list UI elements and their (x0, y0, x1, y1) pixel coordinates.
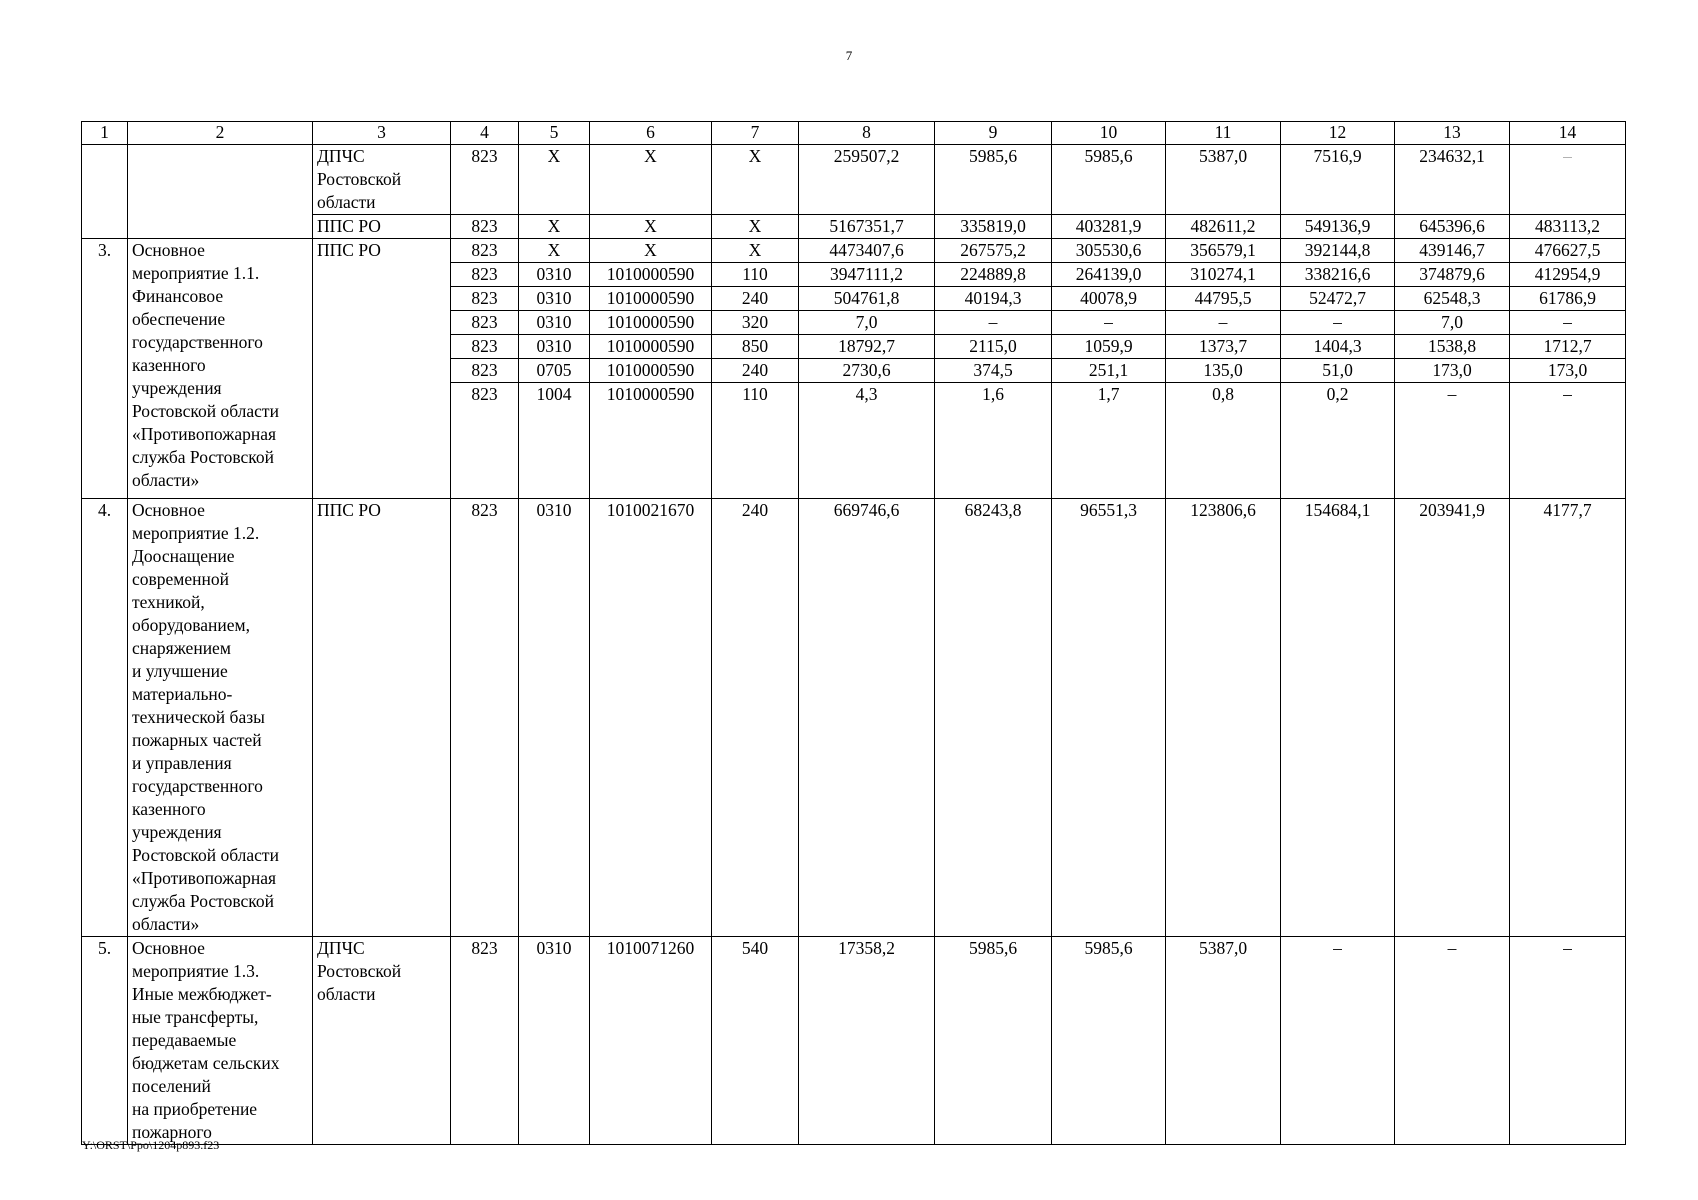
table-cell: 356579,1 (1166, 239, 1281, 263)
table-cell: Х (712, 145, 799, 215)
table-cell: 1538,8 (1395, 335, 1510, 359)
table-cell: 264139,0 (1052, 263, 1166, 287)
table-cell: – (1510, 937, 1626, 1145)
table-cell: 2730,6 (799, 359, 935, 383)
table-cell: 224889,8 (935, 263, 1052, 287)
table-cell: 0705 (519, 359, 590, 383)
table-cell: 52472,7 (1281, 287, 1395, 311)
table-cell: Х (590, 145, 712, 215)
table-cell: 259507,2 (799, 145, 935, 215)
table-cell: 549136,9 (1281, 215, 1395, 239)
table-row (82, 937, 1626, 1145)
table-cell: 123806,6 (1166, 499, 1281, 937)
table-cell: 234632,1 (1395, 145, 1510, 215)
table-cell: 110 (712, 263, 799, 287)
table-cell: – (1510, 145, 1626, 215)
table-cell: 96551,3 (1052, 499, 1166, 937)
table-row (82, 215, 1626, 239)
column-header: 7 (712, 122, 799, 145)
table-cell: Х (519, 239, 590, 263)
table-cell: 483113,2 (1510, 215, 1626, 239)
table-cell: Х (590, 215, 712, 239)
row-number-cell: 4. (82, 499, 128, 937)
table-cell: 540 (712, 937, 799, 1145)
table-cell: 823 (451, 311, 519, 335)
activity-name-cell: Основное мероприятие 1.3. Иные межбюджет- ные трансферты, передаваемые бюджетам сельских поселений на приобретение пожарного (128, 937, 313, 1145)
table-cell: 2115,0 (935, 335, 1052, 359)
executor-cell: ППС РО (313, 215, 451, 239)
column-header: 5 (519, 122, 590, 145)
table-cell: 0310 (519, 263, 590, 287)
column-header: 2 (128, 122, 313, 145)
table-cell: 335819,0 (935, 215, 1052, 239)
table-cell: 850 (712, 335, 799, 359)
table-cell: 1010021670 (590, 499, 712, 937)
table-row (82, 499, 1626, 937)
table-cell: 0,2 (1281, 383, 1395, 499)
table-cell: 135,0 (1166, 359, 1281, 383)
column-header: 9 (935, 122, 1052, 145)
table-cell: 267575,2 (935, 239, 1052, 263)
table-cell: 1404,3 (1281, 335, 1395, 359)
table-cell: – (1052, 311, 1166, 335)
table-cell: 7,0 (799, 311, 935, 335)
executor-cell: ППС РО (313, 239, 451, 499)
table-cell: 3947111,2 (799, 263, 935, 287)
activity-name-cell (128, 145, 313, 239)
table-cell: – (1395, 383, 1510, 499)
table-cell: Х (519, 215, 590, 239)
table-cell: 374879,6 (1395, 263, 1510, 287)
column-header: 8 (799, 122, 935, 145)
row-number-cell: 5. (82, 937, 128, 1145)
table-cell: 4177,7 (1510, 499, 1626, 937)
table-cell: 68243,8 (935, 499, 1052, 937)
column-header: 13 (1395, 122, 1510, 145)
row-number-cell (82, 145, 128, 239)
column-header: 12 (1281, 122, 1395, 145)
table-cell: 338216,6 (1281, 263, 1395, 287)
table-cell: 7,0 (1395, 311, 1510, 335)
table-cell: 240 (712, 499, 799, 937)
table-cell: 645396,6 (1395, 215, 1510, 239)
table-cell: – (1510, 383, 1626, 499)
table-cell: 1010000590 (590, 311, 712, 335)
table-cell: 823 (451, 359, 519, 383)
column-header: 10 (1052, 122, 1166, 145)
table-cell: 823 (451, 239, 519, 263)
table-cell: 5985,6 (1052, 937, 1166, 1145)
table-cell: 823 (451, 937, 519, 1145)
table-cell: 40078,9 (1052, 287, 1166, 311)
table-cell: 44795,5 (1166, 287, 1281, 311)
executor-cell: ДПЧС Ростовской области (313, 145, 451, 215)
table-cell: 7516,9 (1281, 145, 1395, 215)
table-cell: 504761,8 (799, 287, 935, 311)
activity-name-cell: Основное мероприятие 1.2. Дооснащение современной техникой, оборудованием, снаряжением и улучшение материально- технической базы пожарных частей и управления государственного казенного учреждения Ростовской области «Противопожарная служба Ростовской области» (128, 499, 313, 937)
table-cell: 5167351,7 (799, 215, 935, 239)
table-cell: 392144,8 (1281, 239, 1395, 263)
table-cell: 61786,9 (1510, 287, 1626, 311)
table-cell: 823 (451, 499, 519, 937)
table-cell: 5985,6 (935, 937, 1052, 1145)
column-header: 6 (590, 122, 712, 145)
activity-name-cell: Основное мероприятие 1.1. Финансовое обеспечение государственного казенного учреждения Ростовской области «Противопожарная служба Ростовской области» (128, 239, 313, 499)
table-cell: – (1395, 937, 1510, 1145)
table-cell: 110 (712, 383, 799, 499)
footer-file-path: Y:\ORST\Ppo\1204p893.f23 (82, 1138, 220, 1152)
table-cell: 1712,7 (1510, 335, 1626, 359)
table-cell: 669746,6 (799, 499, 935, 937)
table-cell: 1004 (519, 383, 590, 499)
table-cell: 823 (451, 335, 519, 359)
table-cell: 5985,6 (1052, 145, 1166, 215)
table-cell: 5985,6 (935, 145, 1052, 215)
page-number: 7 (845, 48, 853, 63)
table-cell: 173,0 (1395, 359, 1510, 383)
executor-cell: ДПЧС Ростовской области (313, 937, 451, 1145)
table-cell: 823 (451, 145, 519, 215)
table-cell: 1010000590 (590, 359, 712, 383)
column-header: 11 (1166, 122, 1281, 145)
table-row (82, 239, 1626, 263)
table-cell: 823 (451, 215, 519, 239)
budget-table (81, 121, 1626, 1145)
table-cell: 51,0 (1281, 359, 1395, 383)
table-cell: 310274,1 (1166, 263, 1281, 287)
column-header: 14 (1510, 122, 1626, 145)
table-cell: 4,3 (799, 383, 935, 499)
column-header: 1 (82, 122, 128, 145)
table-cell: 17358,2 (799, 937, 935, 1145)
table-row (82, 145, 1626, 215)
table-cell: 203941,9 (1395, 499, 1510, 937)
table-cell: 62548,3 (1395, 287, 1510, 311)
table-cell: 412954,9 (1510, 263, 1626, 287)
table-cell: 0310 (519, 937, 590, 1145)
table-cell: 240 (712, 359, 799, 383)
table-cell: 320 (712, 311, 799, 335)
table-cell: 1,7 (1052, 383, 1166, 499)
table-cell: 5387,0 (1166, 937, 1281, 1145)
table-cell: 1,6 (935, 383, 1052, 499)
table-cell: 374,5 (935, 359, 1052, 383)
table-cell: 173,0 (1510, 359, 1626, 383)
column-header: 4 (451, 122, 519, 145)
table-cell: 1010000590 (590, 287, 712, 311)
table-cell: – (1281, 937, 1395, 1145)
table-cell: 823 (451, 287, 519, 311)
table-cell: 154684,1 (1281, 499, 1395, 937)
table-cell: 1373,7 (1166, 335, 1281, 359)
table-cell: – (1281, 311, 1395, 335)
column-header: 3 (313, 122, 451, 145)
row-number-cell: 3. (82, 239, 128, 499)
table-cell: Х (712, 215, 799, 239)
table-cell: 482611,2 (1166, 215, 1281, 239)
table-cell: 0310 (519, 335, 590, 359)
table-cell: 403281,9 (1052, 215, 1166, 239)
table-cell: 40194,3 (935, 287, 1052, 311)
table-cell: 0310 (519, 287, 590, 311)
executor-cell: ППС РО (313, 499, 451, 937)
table-cell: Х (590, 239, 712, 263)
table-cell: 305530,6 (1052, 239, 1166, 263)
table-cell: 0310 (519, 499, 590, 937)
table-cell: 4473407,6 (799, 239, 935, 263)
table-cell: 1010000590 (590, 263, 712, 287)
table-cell: 439146,7 (1395, 239, 1510, 263)
table-cell: Х (519, 145, 590, 215)
table-cell: 240 (712, 287, 799, 311)
table-cell: 823 (451, 263, 519, 287)
table-cell: 1010071260 (590, 937, 712, 1145)
table-cell: 18792,7 (799, 335, 935, 359)
table-cell: 1059,9 (1052, 335, 1166, 359)
table-cell: 1010000590 (590, 335, 712, 359)
table-cell: – (935, 311, 1052, 335)
table-cell: 1010000590 (590, 383, 712, 499)
table-cell: Х (712, 239, 799, 263)
table-cell: 823 (451, 383, 519, 499)
table-cell: 0310 (519, 311, 590, 335)
header-row (82, 122, 1626, 145)
table-cell: 5387,0 (1166, 145, 1281, 215)
table-cell: – (1166, 311, 1281, 335)
table-cell: 0,8 (1166, 383, 1281, 499)
table-cell: 476627,5 (1510, 239, 1626, 263)
table-cell: – (1510, 311, 1626, 335)
table-cell: 251,1 (1052, 359, 1166, 383)
